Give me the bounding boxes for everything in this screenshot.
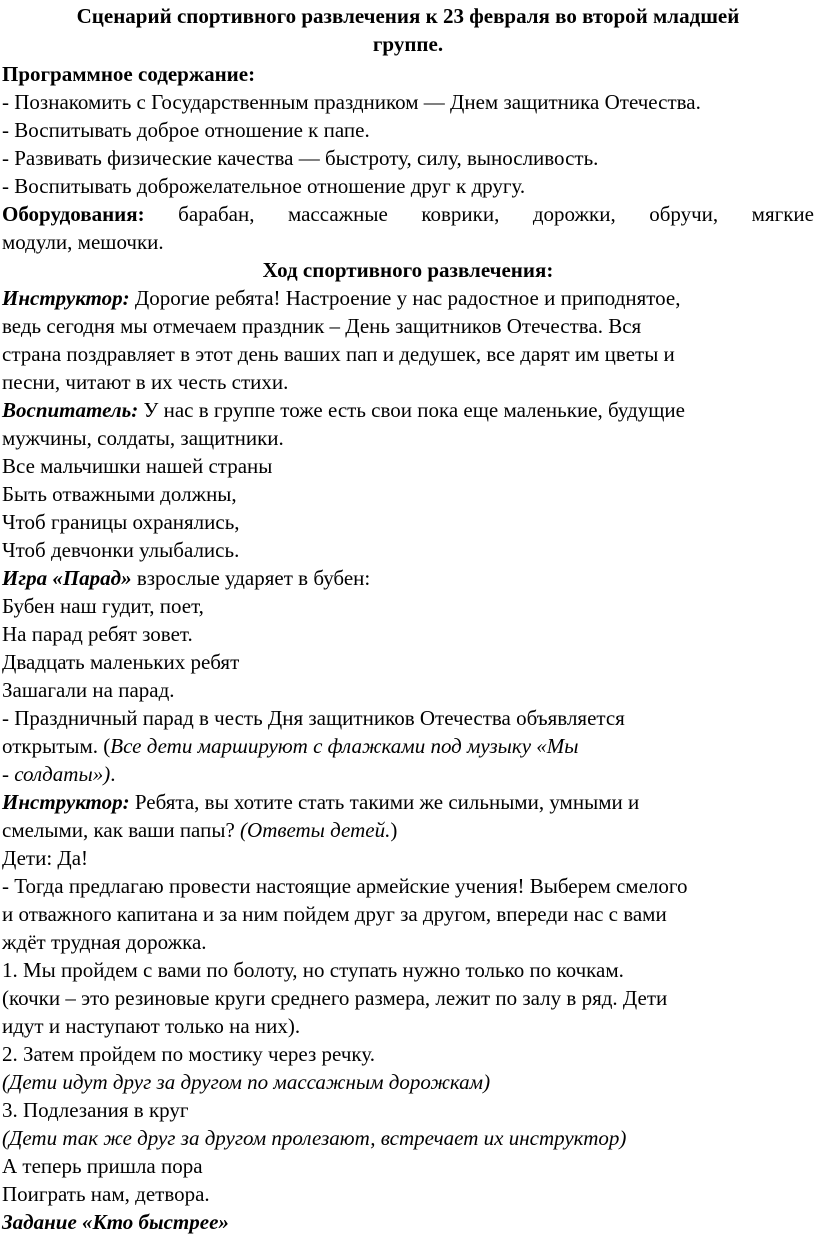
poem-line: На парад ребят зовет. [2, 622, 193, 646]
teacher-text: У нас в группе тоже есть свои пока еще маленькие, будущие [138, 398, 685, 422]
step-3: 3. Подлезания в круг [2, 1098, 189, 1122]
speaker-teacher: Воспитатель: [2, 398, 139, 422]
instructor-text: ) [390, 818, 398, 842]
speaker-instructor: Инструктор: [2, 286, 130, 310]
equipment-label: Оборудования: [2, 202, 145, 226]
task-heading: Задание «Кто быстрее» [2, 1210, 229, 1234]
poem-line: Зашагали на парад. [2, 678, 175, 702]
step-1-note: идут и наступают только на них). [2, 1014, 301, 1038]
parade-line [2, 732, 814, 760]
equipment-line-1 [2, 200, 814, 228]
equipment-word: обручи, [649, 202, 719, 226]
program-item: - Познакомить с Государственным праздником — Днем защитника Отечества. [2, 90, 701, 114]
poem-line: Бубен наш гудит, поет, [2, 594, 204, 618]
instructor-text: Ребята, вы хотите стать такими же сильными, умными и [129, 790, 640, 814]
teacher-paragraph-line [2, 396, 814, 424]
course-heading: Ход спортивного развлечения: [262, 258, 554, 282]
program-item: - Развивать физические качества — быстроту, силу, выносливость. [2, 146, 599, 170]
program-item: - Воспитывать доброе отношение к папе. [2, 118, 370, 142]
speaker-instructor: Инструктор: [2, 790, 130, 814]
document-title-line-2: группе. [372, 32, 444, 56]
parade-text: открытым. ( [2, 734, 111, 758]
step-2: 2. Затем пройдем по мостику через речку. [2, 1042, 375, 1066]
game-parade-label: Игра «Парад» [2, 566, 132, 590]
game-parade-text: взрослые ударяет в бубен: [131, 566, 371, 590]
instructor-text: Дорогие ребята! Настроение у нас радостное и приподнятое, [129, 286, 681, 310]
children-answer: Дети: Да! [2, 846, 89, 870]
parade-text: . [110, 762, 116, 786]
poem-line: Все мальчишки нашей страны [2, 454, 273, 478]
poem-line: Чтоб девчонки улыбались. [2, 538, 240, 562]
equipment-word: мягкие [751, 202, 814, 226]
equipment-line-2: модули, мешочки. [2, 230, 164, 254]
stage-direction: (Ответы детей. [240, 818, 391, 842]
instructor-paragraph-line: ведь сегодня мы отмечаем праздник – День защитников Отечества. Вся [2, 314, 642, 338]
parade-line: - Праздничный парад в честь Дня защитников Отечества объявляется [2, 706, 625, 730]
poem-line: Чтоб границы охранялись, [2, 510, 240, 534]
step-1-note: (кочки – это резиновые круги среднего размера, лежит по залу в ряд. Дети [2, 986, 668, 1010]
equipment-word: массажные [287, 202, 388, 226]
instructor-paragraph-line [2, 284, 814, 312]
parade-text: - [2, 762, 15, 786]
equipment-word: барабан, [178, 202, 255, 226]
teacher-paragraph-line: мужчины, солдаты, защитники. [2, 426, 284, 450]
training-line: ждёт трудная дорожка. [2, 930, 207, 954]
poem-line: Быть отважными должны, [2, 482, 237, 506]
step-3-note: (Дети так же друг за другом пролезают, встречает их инструктор) [2, 1126, 627, 1150]
stage-direction: Все дети маршируют с флажками под музыку «Мы [110, 734, 579, 758]
program-item: - Воспитывать доброжелательное отношение друг к другу. [2, 174, 526, 198]
step-2-note: (Дети идут друг за другом по массажным дорожкам) [2, 1070, 491, 1094]
poem-line: Поиграть нам, детвора. [2, 1182, 210, 1206]
parade-line [2, 760, 814, 788]
step-1: 1. Мы пройдем с вами по болоту, но ступать нужно только по кочкам. [2, 958, 624, 982]
program-heading: Программное содержание: [2, 62, 256, 86]
instructor-paragraph-line: песни, читают в их честь стихи. [2, 370, 289, 394]
poem-line: Двадцать маленьких ребят [2, 650, 240, 674]
equipment-word: дорожки, [532, 202, 616, 226]
document-title-line-1: Сценарий спортивного развлечения к 23 февраля во второй младшей [76, 4, 740, 28]
stage-direction: солдаты») [14, 762, 111, 786]
equipment-word: коврики, [421, 202, 500, 226]
training-line: и отважного капитана и за ним пойдем друг за другом, впереди нас с вами [2, 902, 667, 926]
game-parade-line [2, 564, 814, 592]
training-line: - Тогда предлагаю провести настоящие армейские учения! Выберем смелого [2, 874, 688, 898]
instructor-text: смелыми, как ваши папы? [2, 818, 241, 842]
instructor-paragraph-line [2, 816, 814, 844]
instructor-paragraph-line [2, 788, 814, 816]
poem-line: А теперь пришла пора [2, 1154, 203, 1178]
instructor-paragraph-line: страна поздравляет в этот день ваших пап и дедушек, все дарят им цветы и [2, 342, 675, 366]
